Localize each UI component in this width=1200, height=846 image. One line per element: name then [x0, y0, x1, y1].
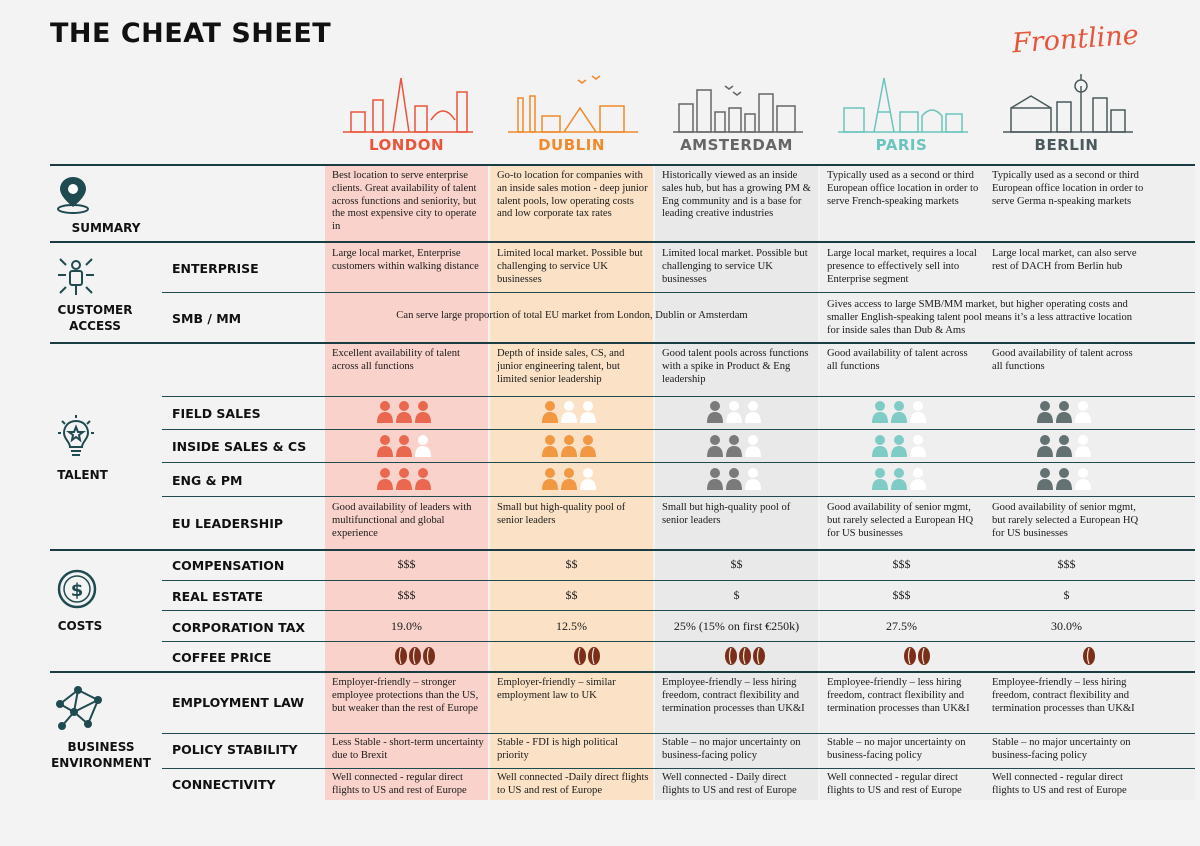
talent-rating-inside-sales-cs-2 — [706, 434, 766, 458]
person-icon — [891, 401, 907, 423]
eu-leadership-cell-amsterdam: Small but high-quality pool of senior leaders — [662, 502, 791, 526]
eu-leadership-cell-dublin: Small but high-quality pool of senior leaders — [497, 502, 626, 526]
person-icon — [726, 401, 742, 423]
person-icon — [910, 468, 926, 490]
talent-rating-field-sales-0 — [376, 400, 436, 424]
person-icon — [1056, 401, 1072, 423]
divider — [50, 241, 1195, 243]
summary-cell-amsterdam: Historically viewed as an inside sales hub, but has a growing PM & Eng community and is a base for leading creative industries — [662, 170, 811, 220]
person-icon — [542, 401, 558, 423]
policy-stability-cell-berlin: Stable – no major uncertainty on business-facing policy — [992, 737, 1131, 761]
compensation-cell-berlin: $$$ — [1057, 557, 1076, 571]
person-icon — [1037, 401, 1053, 423]
connectivity-cell-amsterdam: Well connected - Daily direct flights to US and rest of Europe — [662, 772, 797, 796]
person-icon — [745, 401, 761, 423]
city-name-paris: PARIS — [875, 136, 928, 154]
real-estate-cell-paris: $$$ — [892, 588, 911, 602]
talent-rating-field-sales-2 — [706, 400, 766, 424]
dollar-coin-icon — [57, 567, 97, 611]
person-arrows-icon — [56, 255, 96, 297]
coffee-bean-icon — [725, 647, 737, 665]
talent-summary-cell-berlin: Good availability of talent across all functions — [992, 348, 1133, 372]
talent-summary-cell-amsterdam: Good talent pools across functions with a spike in Product & Eng leadership — [662, 348, 809, 385]
divider — [162, 496, 1195, 497]
person-icon — [396, 468, 412, 490]
smb-mm-shared-cell: Can serve large proportion of total EU market from London, Dublin or Amsterdam — [396, 310, 748, 321]
city-name-berlin: BERLIN — [1034, 136, 1099, 154]
divider — [162, 733, 1195, 734]
policy-stability-cell-dublin: Stable - FDI is high political priority — [497, 737, 618, 761]
category-business-environment: BUSINESS ENVIRONMENT — [51, 740, 151, 770]
policy-stability-cell-london: Less Stable - short-term uncertainty due to Brexit — [332, 737, 484, 761]
person-icon — [1056, 435, 1072, 457]
talent-rating-inside-sales-cs-1 — [541, 434, 601, 458]
employment-law-cell-berlin: Employee-friendly – less hiring freedom, contract flexibility and termination processes than UK&I — [992, 677, 1135, 714]
subcategory-employment-law: EMPLOYMENT LAW — [172, 695, 305, 710]
person-icon — [1075, 468, 1091, 490]
real-estate-cell-berlin: $ — [1063, 588, 1070, 602]
talent-rating-eng-pm-1 — [541, 467, 601, 491]
person-icon — [396, 401, 412, 423]
talent-summary-cell-paris: Good availability of talent across all functions — [827, 348, 968, 372]
subcategory-corporation-tax: CORPORATION TAX — [172, 620, 306, 635]
compensation-cell-dublin: $$ — [565, 557, 578, 571]
divider — [162, 768, 1195, 769]
person-icon — [910, 435, 926, 457]
dublin-skyline-icon — [508, 72, 638, 138]
corporation-tax-cell-london: 19.0% — [391, 619, 422, 633]
amsterdam-skyline-icon — [673, 72, 803, 138]
coffee-bean-icon — [753, 647, 765, 665]
svg-text:$: $ — [70, 580, 84, 601]
employment-law-cell-london: Employer-friendly – stronger employee protections than the US, but weaker than the rest of Europe — [332, 677, 479, 714]
divider — [50, 549, 1195, 551]
paris-skyline-icon — [838, 72, 968, 138]
person-icon — [1075, 435, 1091, 457]
summary-cell-berlin: Typically used as a second or third European office location in order to serve Germa n-speaking markets — [992, 170, 1144, 207]
coffee-bean-icon — [574, 647, 586, 665]
employment-law-cell-amsterdam: Employee-friendly – less hiring freedom, contract flexibility and termination processes than UK&I — [662, 677, 805, 714]
divider — [162, 429, 1195, 430]
divider — [50, 671, 1195, 673]
talent-rating-inside-sales-cs-4 — [1036, 434, 1096, 458]
summary-cell-dublin: Go-to location for companies with an inside sales motion - deep junior talent pools, low operating costs and low corporate tax rates — [497, 170, 648, 220]
network-icon — [52, 682, 106, 732]
person-icon — [726, 435, 742, 457]
category-summary: SUMMARY — [71, 221, 141, 235]
subcategory-eng-pm: ENG & PM — [172, 473, 243, 488]
talent-rating-eng-pm-4 — [1036, 467, 1096, 491]
person-icon — [726, 468, 742, 490]
person-icon — [707, 401, 723, 423]
subcategory-policy-stability: POLICY STABILITY — [172, 742, 298, 757]
real-estate-cell-amsterdam: $ — [733, 588, 740, 602]
eu-leadership-cell-london: Good availability of leaders with multifunctional and global experience — [332, 502, 472, 539]
person-icon — [580, 468, 596, 490]
subcategory-inside-sales-cs: INSIDE SALES & CS — [172, 439, 307, 454]
enterprise-cell-amsterdam: Limited local market. Possible but challenging to service UK businesses — [662, 248, 808, 285]
berlin-skyline-icon — [1003, 72, 1133, 138]
corporation-tax-cell-paris: 27.5% — [886, 619, 917, 633]
enterprise-cell-dublin: Limited local market. Possible but challenging to service UK businesses — [497, 248, 643, 285]
person-icon — [415, 468, 431, 490]
person-icon — [396, 435, 412, 457]
connectivity-cell-dublin: Well connected -Daily direct flights to US and rest of Europe — [497, 772, 649, 796]
compensation-cell-paris: $$$ — [892, 557, 911, 571]
divider — [162, 292, 1195, 293]
coffee-bean-icon — [1083, 647, 1095, 665]
coffee-bean-icon — [423, 647, 435, 665]
person-icon — [872, 468, 888, 490]
talent-rating-eng-pm-2 — [706, 467, 766, 491]
divider — [50, 342, 1195, 344]
divider — [162, 580, 1195, 581]
real-estate-cell-london: $$$ — [397, 588, 416, 602]
divider — [162, 396, 1195, 397]
person-icon — [1075, 401, 1091, 423]
connectivity-cell-berlin: Well connected - regular direct flights to US and rest of Europe — [992, 772, 1127, 796]
person-icon — [707, 468, 723, 490]
employment-law-cell-paris: Employee-friendly – less hiring freedom, contract flexibility and termination processes than UK&I — [827, 677, 970, 714]
talent-rating-eng-pm-3 — [871, 467, 931, 491]
divider — [162, 641, 1195, 642]
coffee-bean-icon — [918, 647, 930, 665]
city-name-amsterdam: AMSTERDAM — [680, 136, 793, 154]
talent-rating-field-sales-3 — [871, 400, 931, 424]
person-icon — [910, 401, 926, 423]
person-icon — [561, 401, 577, 423]
person-icon — [580, 401, 596, 423]
connectivity-cell-london: Well connected - regular direct flights to US and rest of Europe — [332, 772, 467, 796]
subcategory-connectivity: CONNECTIVITY — [172, 777, 276, 792]
connectivity-cell-paris: Well connected - regular direct flights to US and rest of Europe — [827, 772, 962, 796]
city-name-london: LONDON — [368, 136, 445, 154]
person-icon — [1056, 468, 1072, 490]
talent-summary-cell-london: Excellent availability of talent across all functions — [332, 348, 460, 372]
policy-stability-cell-paris: Stable – no major uncertainty on business-facing policy — [827, 737, 966, 761]
talent-rating-inside-sales-cs-3 — [871, 434, 931, 458]
policy-stability-cell-amsterdam: Stable – no major uncertainty on business-facing policy — [662, 737, 801, 761]
person-icon — [891, 468, 907, 490]
person-icon — [745, 435, 761, 457]
city-name-dublin: DUBLIN — [538, 136, 605, 154]
coffee-bean-icon — [395, 647, 407, 665]
real-estate-cell-dublin: $$ — [565, 588, 578, 602]
brand-logo: Frontline — [1011, 19, 1140, 60]
enterprise-cell-paris: Large local market, requires a local presence to effectively sell into Enterprise segment — [827, 248, 977, 285]
person-icon — [580, 435, 596, 457]
subcategory-enterprise: ENTERPRISE — [172, 261, 259, 276]
person-icon — [561, 435, 577, 457]
category-talent: TALENT — [57, 468, 108, 482]
talent-rating-inside-sales-cs-0 — [376, 434, 436, 458]
corporation-tax-cell-amsterdam: 25% (15% on first €250k) — [673, 619, 800, 633]
coffee-bean-icon — [588, 647, 600, 665]
person-icon — [561, 468, 577, 490]
person-icon — [542, 468, 558, 490]
smb-mm-paris-berlin-cell: Gives access to large SMB/MM market, but higher operating costs and smaller English-speaking talent pool means it’s a less attractive location for inside sales than Dub & Ams — [827, 299, 1133, 336]
eu-leadership-cell-berlin: Good availability of senior mgmt, but rarely selected a European HQ for US businesses — [992, 502, 1139, 539]
person-icon — [377, 401, 393, 423]
subcategory-compensation: COMPENSATION — [172, 558, 285, 573]
location-pin-icon — [55, 175, 91, 215]
divider — [50, 164, 1195, 166]
person-icon — [872, 435, 888, 457]
person-icon — [415, 401, 431, 423]
person-icon — [542, 435, 558, 457]
person-icon — [707, 435, 723, 457]
corporation-tax-cell-dublin: 12.5% — [556, 619, 587, 633]
subcategory-real-estate: REAL ESTATE — [172, 589, 264, 604]
talent-summary-cell-dublin: Depth of inside sales, CS, and junior engineering talent, but limited senior leadership — [497, 348, 625, 385]
coffee-bean-icon — [409, 647, 421, 665]
enterprise-cell-berlin: Large local market, can also serve rest of DACH from Berlin hub — [992, 248, 1137, 272]
person-icon — [1037, 435, 1053, 457]
category-costs: COSTS — [57, 619, 103, 633]
coffee-bean-icon — [904, 647, 916, 665]
corporation-tax-cell-berlin: 30.0% — [1051, 619, 1082, 633]
talent-rating-field-sales-1 — [541, 400, 601, 424]
person-icon — [377, 435, 393, 457]
category-customer-access: CUSTOMER ACCESS — [57, 303, 133, 333]
subcategory-coffee-price: COFFEE PRICE — [172, 650, 272, 665]
divider — [162, 610, 1195, 611]
coffee-beans-4 — [1059, 645, 1119, 667]
london-skyline-icon — [343, 72, 473, 138]
coffee-bean-icon — [739, 647, 751, 665]
person-icon — [891, 435, 907, 457]
person-icon — [872, 401, 888, 423]
eu-leadership-cell-paris: Good availability of senior mgmt, but rarely selected a European HQ for US businesses — [827, 502, 974, 539]
person-icon — [1037, 468, 1053, 490]
coffee-beans-1 — [557, 645, 617, 667]
coffee-beans-0 — [385, 645, 445, 667]
talent-rating-field-sales-4 — [1036, 400, 1096, 424]
lightbulb-icon — [56, 413, 96, 457]
subcategory-smb-mm: SMB / MM — [172, 311, 242, 326]
subcategory-eu-leadership: EU LEADERSHIP — [172, 516, 284, 531]
summary-cell-london: Best location to serve enterprise clients. Great availability of talent across functions and seniority, but the most expensive city to operate in — [332, 170, 477, 233]
coffee-beans-3 — [887, 645, 947, 667]
coffee-beans-2 — [715, 645, 775, 667]
page-title: THE CHEAT SHEET — [50, 18, 332, 49]
summary-cell-paris: Typically used as a second or third European office location in order to serve French-speaking markets — [827, 170, 979, 207]
employment-law-cell-dublin: Employer-friendly – similar employment law to UK — [497, 677, 616, 701]
subcategory-field-sales: FIELD SALES — [172, 406, 261, 421]
compensation-cell-amsterdam: $$ — [730, 557, 743, 571]
compensation-cell-london: $$$ — [397, 557, 416, 571]
enterprise-cell-london: Large local market, Enterprise customers within walking distance — [332, 248, 479, 272]
person-icon — [745, 468, 761, 490]
person-icon — [415, 435, 431, 457]
divider — [162, 462, 1195, 463]
talent-rating-eng-pm-0 — [376, 467, 436, 491]
person-icon — [377, 468, 393, 490]
